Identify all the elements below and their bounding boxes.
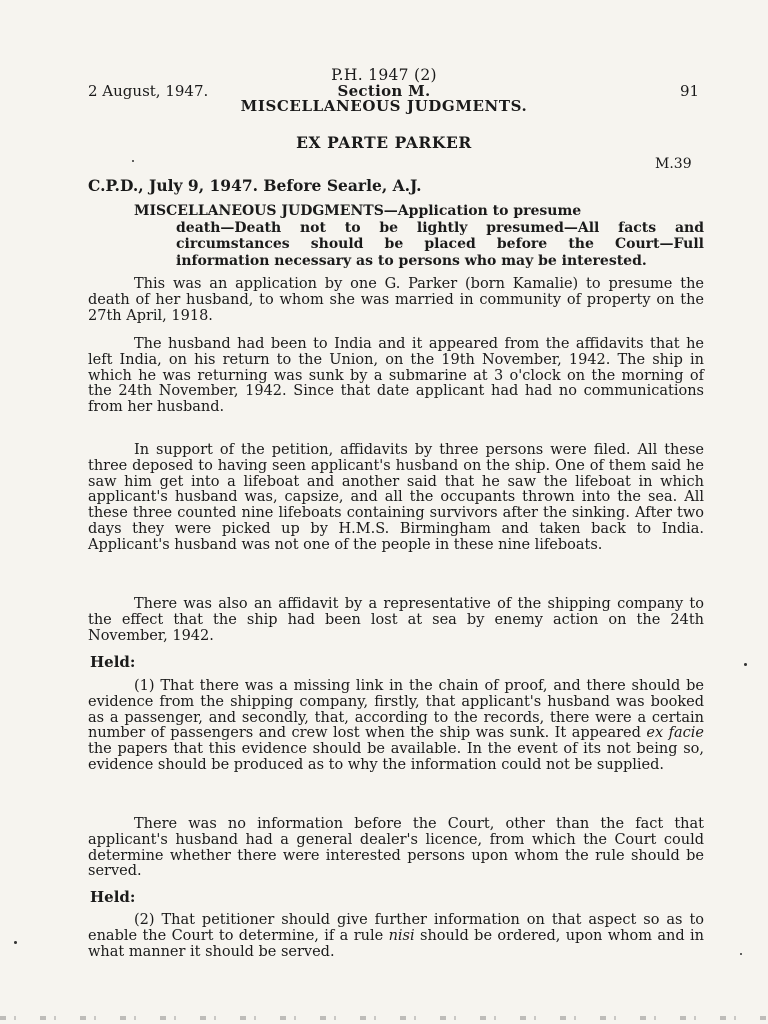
held2-text-b: should be ordered, upon whom and in what manner it should be served.	[88, 927, 705, 960]
held2-italic: nisi	[388, 927, 415, 944]
held-label-2: Held:	[90, 888, 136, 906]
scan-speck	[132, 160, 134, 162]
report-reference: P.H. 1947 (2)	[331, 66, 437, 84]
scan-speck	[14, 941, 17, 944]
headnote	[134, 203, 704, 269]
case-title: EX PARTE PARKER	[296, 133, 472, 152]
case-number: M.39	[655, 156, 692, 172]
held1-italic: ex facie	[646, 725, 704, 742]
section-label: Section M.	[337, 82, 431, 100]
headnote-first-line: MISCELLANEOUS JUDGMENTS—Application to presume	[134, 203, 582, 219]
paragraph-shipping-affidavit: There was also an affidavit by a representative of the shipping company to the effect that the ship had been lost at sea by enemy action on the 24th November, 1942.	[88, 596, 704, 644]
scan-edge-noise	[0, 1016, 768, 1020]
held-label-1: Held:	[90, 653, 136, 671]
paragraph-husband: The husband had been to India and it appeared from the affidavits that he left India, on his return to the Union, on the 19th November, 1942. The ship in which he was returning was sunk by a submarine at 3 o'clock on the morning of the 24th November, 1942. Since that date applicant had had no communications from her husband.	[88, 336, 704, 416]
held-paragraph-2	[88, 913, 704, 960]
held2-text-a: (2) That petitioner should give further information on that aspect so as to enable the Court to determine, if a rule	[88, 912, 704, 944]
scan-speck	[744, 663, 747, 666]
section-title: MISCELLANEOUS JUDGMENTS.	[240, 97, 528, 115]
held-paragraph-1	[88, 679, 704, 774]
held1-text-a: (1) That there was a missing link in the chain of proof, and there should be evidence from the shipping company, firstly, that applicant's husband was booked as a passenger, and secondly, that, according to the records, there were a certain number of passengers and crew lost when the ship was sunk. It appeared	[88, 678, 704, 742]
held1-text-b: the papers that this evidence should be available. In the event of its not being so, evidence should be produced as to why the information could not be supplied.	[88, 741, 704, 773]
paragraph-application: This was an application by one G. Parker (born Kamalie) to presume the death of her husband, to whom she was married in community of property on the 27th April, 1918.	[88, 276, 704, 324]
scan-speck	[740, 953, 742, 955]
headnote-continuation: death—Death not to be lightly presumed—All facts and circumstances should be placed before the Court—Full information necessary as to persons who may be interested.	[176, 219, 704, 269]
paragraph-affidavits: In support of the petition, affidavits by three persons were filed. All these three deposed to having seen applicant's husband on the ship. One of them said he saw him get into a lifeboat and another said that he saw the lifeboat in which applicant's husband was, capsize, and all the occupants thrown into the sea. All these three counted nine lifeboats containing survivors after the sinking. After two days they were picked up by H.M.S. Birmingham and taken back to India. Applicant's husband was not one of the people in these nine lifeboats.	[88, 442, 704, 553]
judgment-date: 2 August, 1947.	[88, 82, 209, 100]
paragraph-no-information: There was no information before the Court, other than the fact that applicant's husband had a general dealer's licence, from which the Court could determine whether there were interested persons upon whom the rule should be served.	[88, 816, 704, 880]
page-number: 91	[680, 82, 700, 100]
court-line: C.P.D., July 9, 1947. Before Searle, A.J.	[88, 176, 422, 195]
